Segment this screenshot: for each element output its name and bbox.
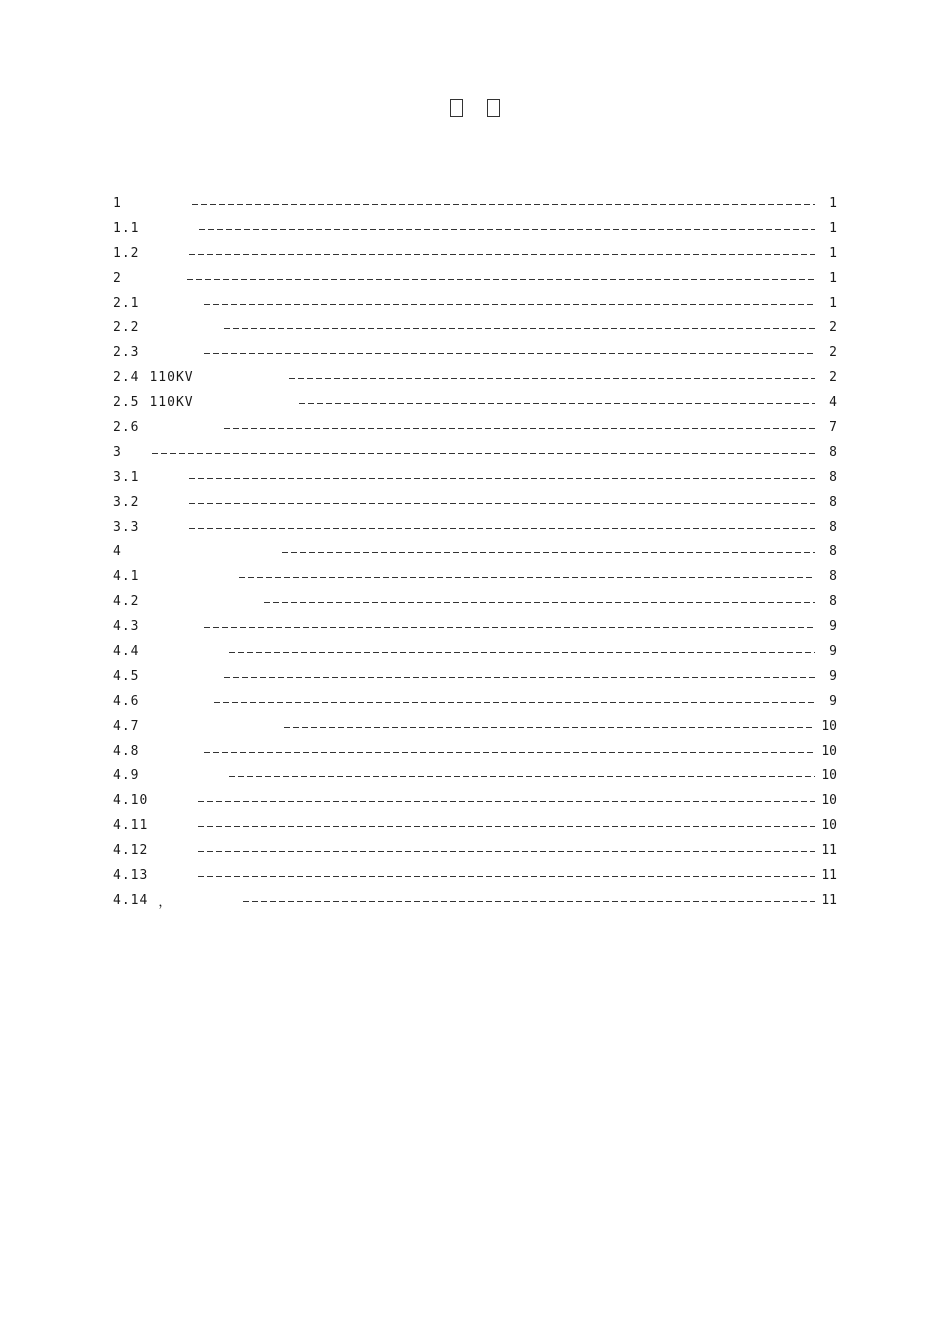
toc-dot-leader	[264, 602, 815, 603]
toc-dot-leader	[243, 901, 815, 902]
toc-page-number: 9	[829, 619, 837, 635]
toc-entry[interactable]	[113, 365, 837, 390]
toc-dot-leader	[189, 254, 815, 255]
toc-dot-leader	[198, 826, 815, 827]
toc-page-number: 11	[821, 843, 837, 859]
toc-dot-leader	[192, 204, 815, 205]
toc-entry[interactable]	[113, 813, 837, 838]
toc-page-number: 2	[829, 320, 837, 336]
toc-entry[interactable]	[113, 440, 837, 465]
toc-page-number: 1	[829, 220, 837, 236]
toc-page-number: 8	[829, 544, 837, 560]
page-title	[0, 96, 950, 118]
toc-entry-number: 2.6	[113, 419, 140, 435]
toc-page-number: 1	[829, 295, 837, 311]
toc-page-number: 9	[829, 668, 837, 684]
toc-entry[interactable]	[113, 888, 837, 913]
toc-entry-number: 4.4	[113, 643, 140, 659]
toc-entry-number: 2.1	[113, 295, 140, 311]
toc-page-number: 1	[829, 195, 837, 211]
toc-page-number: 8	[829, 519, 837, 535]
toc-entry[interactable]	[113, 340, 837, 365]
toc-page-number: 10	[821, 793, 837, 809]
toc-entry-number: 3.1	[113, 469, 140, 485]
toc-entry-number: 1	[113, 195, 122, 211]
toc-entry-number: 4.1	[113, 569, 140, 585]
toc-entry[interactable]	[113, 714, 837, 739]
table-of-contents	[113, 191, 837, 913]
toc-entry[interactable]	[113, 539, 837, 564]
toc-dot-leader	[198, 851, 815, 852]
toc-entry[interactable]	[113, 639, 837, 664]
toc-page-number: 2	[829, 345, 837, 361]
toc-entry[interactable]	[113, 315, 837, 340]
toc-page-number: 10	[821, 768, 837, 784]
toc-dot-leader	[204, 353, 815, 354]
toc-page-number: 8	[829, 444, 837, 460]
toc-page-number: 11	[821, 892, 837, 908]
toc-dot-leader	[198, 801, 815, 802]
toc-entry-number: 4.7	[113, 718, 140, 734]
toc-entry[interactable]	[113, 515, 837, 540]
toc-entry-number: 2.4	[113, 370, 140, 386]
toc-page-number: 10	[821, 718, 837, 734]
toc-entry-number: 4.3	[113, 619, 140, 635]
toc-page-number: 10	[821, 818, 837, 834]
toc-page-number: 8	[829, 569, 837, 585]
toc-dot-leader	[198, 876, 815, 877]
toc-dot-leader	[189, 503, 815, 504]
toc-entry[interactable]	[113, 863, 837, 888]
toc-dot-leader	[239, 577, 815, 578]
toc-entry[interactable]	[113, 689, 837, 714]
toc-dot-leader	[299, 403, 815, 404]
toc-entry-title: ，	[158, 894, 173, 910]
toc-dot-leader	[284, 727, 815, 728]
toc-entry[interactable]	[113, 241, 837, 266]
toc-dot-leader	[204, 752, 815, 753]
toc-entry[interactable]	[113, 838, 837, 863]
toc-page-number: 9	[829, 643, 837, 659]
toc-entry-title: 110KV	[149, 395, 194, 411]
toc-entry-number: 4.12	[113, 843, 149, 859]
toc-page-number: 7	[829, 419, 837, 435]
toc-dot-leader	[199, 229, 815, 230]
toc-entry-number: 4.11	[113, 818, 149, 834]
toc-entry-number: 4.10	[113, 793, 149, 809]
toc-entry-number: 3.3	[113, 519, 140, 535]
toc-entry-title: 110KV	[149, 370, 194, 386]
toc-page-number: 8	[829, 594, 837, 610]
toc-entry[interactable]	[113, 216, 837, 241]
toc-entry-number: 4.8	[113, 743, 140, 759]
toc-entry-number: 2.2	[113, 320, 140, 336]
toc-entry[interactable]	[113, 390, 837, 415]
toc-entry-number: 2	[113, 270, 122, 286]
toc-entry-number: 1.2	[113, 245, 140, 261]
toc-page-number: 11	[821, 867, 837, 883]
toc-entry-number: 4.13	[113, 867, 149, 883]
toc-entry[interactable]	[113, 266, 837, 291]
toc-page-number: 4	[829, 395, 837, 411]
toc-dot-leader	[224, 677, 815, 678]
toc-page-number: 2	[829, 370, 837, 386]
toc-entry[interactable]	[113, 291, 837, 316]
toc-entry-number: 2.5	[113, 395, 140, 411]
toc-page-number: 8	[829, 494, 837, 510]
toc-dot-leader	[289, 378, 815, 379]
toc-dot-leader	[229, 652, 815, 653]
toc-dot-leader	[214, 702, 815, 703]
toc-dot-leader	[189, 528, 815, 529]
toc-entry[interactable]	[113, 589, 837, 614]
toc-page-number: 1	[829, 245, 837, 261]
toc-dot-leader	[229, 776, 815, 777]
toc-dot-leader	[152, 453, 815, 454]
toc-entry[interactable]	[113, 465, 837, 490]
toc-entry-number: 3	[113, 444, 122, 460]
toc-entry[interactable]	[113, 415, 837, 440]
toc-entry-number: 4.5	[113, 668, 140, 684]
title-glyph	[487, 99, 500, 117]
toc-dot-leader	[282, 552, 815, 553]
toc-page-number: 10	[821, 743, 837, 759]
title-glyph	[450, 99, 463, 117]
toc-dot-leader	[204, 627, 815, 628]
toc-entry-number: 4.6	[113, 693, 140, 709]
toc-entry-number: 4	[113, 544, 122, 560]
toc-entry[interactable]	[113, 191, 837, 216]
toc-dot-leader	[187, 279, 815, 280]
toc-entry[interactable]	[113, 490, 837, 515]
toc-entry[interactable]	[113, 664, 837, 689]
toc-page-number: 9	[829, 693, 837, 709]
toc-page-number: 1	[829, 270, 837, 286]
toc-dot-leader	[204, 304, 815, 305]
toc-entry-number: 1.1	[113, 220, 140, 236]
toc-entry[interactable]	[113, 739, 837, 764]
toc-entry-number: 3.2	[113, 494, 140, 510]
toc-entry[interactable]	[113, 788, 837, 813]
toc-entry-number: 2.3	[113, 345, 140, 361]
toc-dot-leader	[224, 328, 815, 329]
toc-entry-number: 4.2	[113, 594, 140, 610]
toc-entry[interactable]	[113, 564, 837, 589]
toc-entry[interactable]	[113, 614, 837, 639]
toc-page-number: 8	[829, 469, 837, 485]
toc-entry[interactable]	[113, 763, 837, 788]
toc-dot-leader	[189, 478, 815, 479]
toc-entry-number: 4.14	[113, 892, 149, 908]
toc-entry-number: 4.9	[113, 768, 140, 784]
toc-dot-leader	[224, 428, 815, 429]
